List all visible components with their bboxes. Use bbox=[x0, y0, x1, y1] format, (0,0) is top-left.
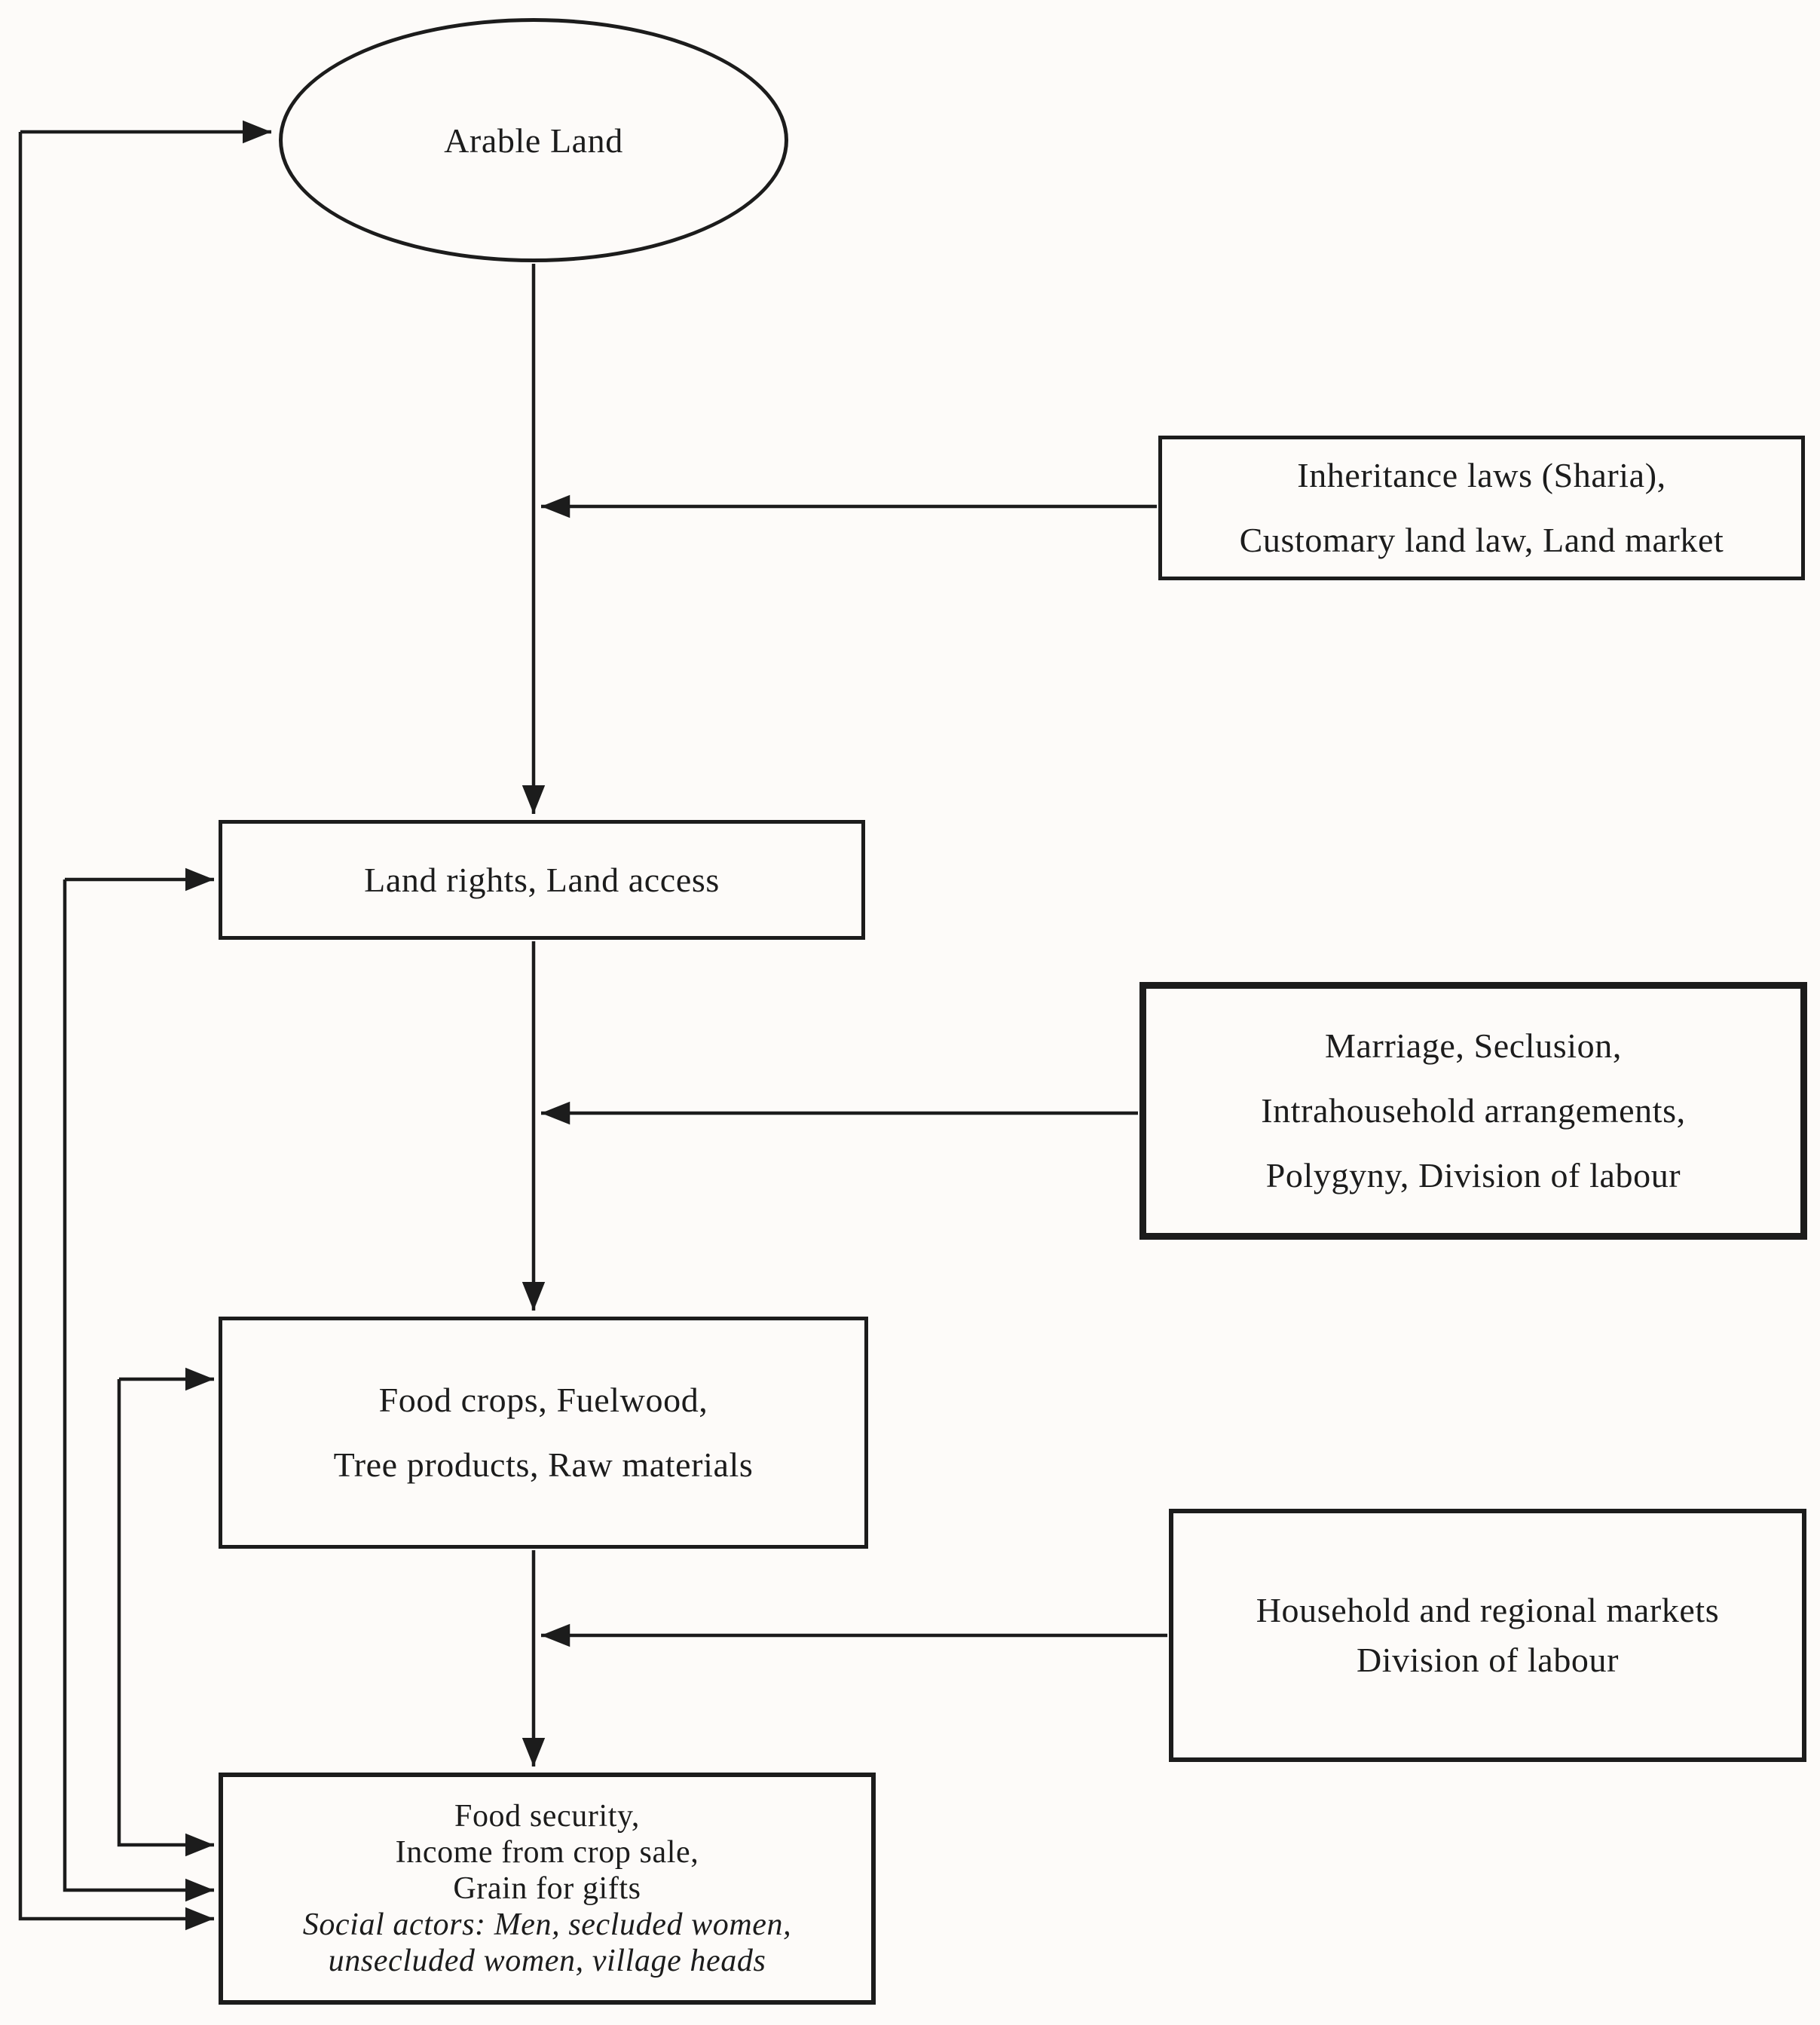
edge-group bbox=[20, 132, 1167, 1919]
node-label: Arable Land bbox=[444, 121, 623, 160]
node-line: Grain for gifts bbox=[453, 1871, 641, 1906]
edge-feedback-middle-to-outcomes bbox=[65, 879, 214, 1890]
node-line: Customary land law, Land market bbox=[1239, 521, 1724, 559]
node-line: Income from crop sale, bbox=[395, 1835, 699, 1870]
node-line-social-actors: unsecluded women, village heads bbox=[328, 1944, 766, 1978]
edge-feedback-inner-to-outcomes bbox=[119, 1379, 214, 1845]
edge-feedback-outer-to-outcomes bbox=[20, 132, 214, 1919]
node-line: Food security, bbox=[454, 1799, 640, 1834]
node-line: Food crops, Fuelwood, bbox=[378, 1381, 708, 1419]
node-household-markets bbox=[1169, 1509, 1806, 1762]
node-label: Land rights, Land access bbox=[364, 861, 720, 899]
node-marriage-seclusion bbox=[1139, 982, 1807, 1240]
node-inheritance-laws bbox=[1158, 436, 1805, 580]
node-food-security-outcomes bbox=[219, 1773, 876, 2005]
node-line: Division of labour bbox=[1356, 1641, 1620, 1679]
node-line: Household and regional markets bbox=[1256, 1591, 1720, 1629]
node-line: Inheritance laws (Sharia), bbox=[1297, 456, 1666, 494]
node-line-social-actors: Social actors: Men, secluded women, bbox=[302, 1907, 792, 1942]
node-line: Tree products, Raw materials bbox=[333, 1445, 754, 1484]
node-land-rights bbox=[219, 820, 865, 940]
node-line: Polygyny, Division of labour bbox=[1265, 1156, 1681, 1195]
node-line: Marriage, Seclusion, bbox=[1325, 1026, 1622, 1065]
node-food-crops bbox=[219, 1317, 868, 1549]
node-arable-land bbox=[279, 18, 788, 262]
node-line: Intrahousehold arrangements, bbox=[1261, 1091, 1686, 1130]
